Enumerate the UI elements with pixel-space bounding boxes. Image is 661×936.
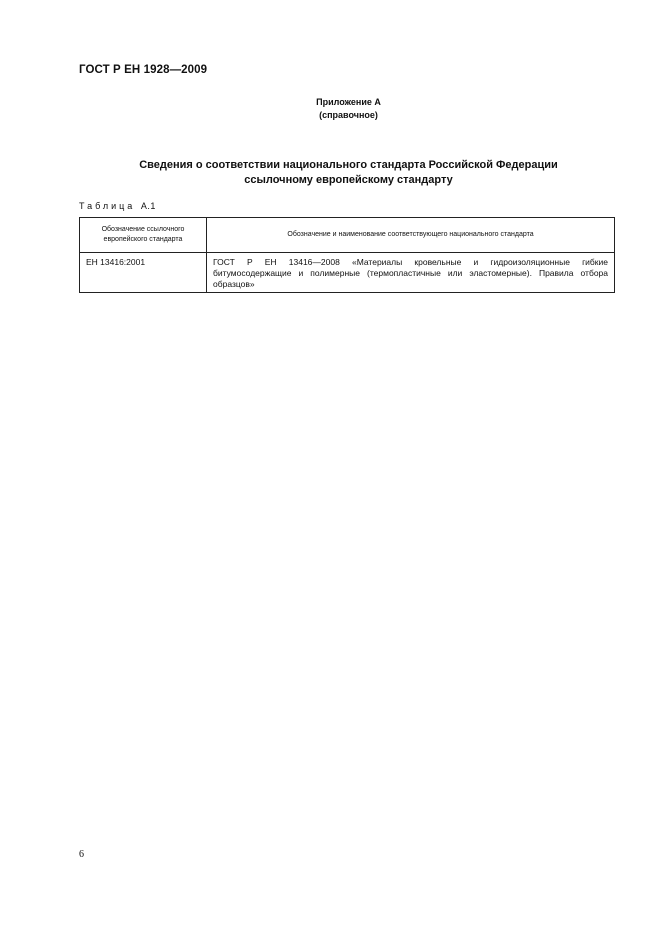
table-caption (79, 201, 156, 211)
cell-reference-standard: ЕН 13416:2001 (80, 253, 207, 293)
section-title-line-1: Сведения о соответствии национального стандарта Российской Федерации (139, 159, 558, 171)
column-header-reference-standard: Обозначение ссылочного европейского стандарта (80, 218, 207, 253)
table-header-row (80, 218, 615, 253)
document-header-standard-id: ГОСТ Р ЕН 1928—2009 (79, 64, 208, 76)
column-header-national-standard: Обозначение и наименование соответствующего национального стандарта (207, 218, 615, 253)
standards-correspondence-table (79, 217, 615, 293)
appendix-heading (0, 96, 661, 122)
table-caption-number: А.1 (140, 201, 156, 211)
table-caption-label: Таблица (79, 201, 136, 211)
section-title (0, 158, 661, 188)
appendix-title: Приложение А (316, 97, 381, 107)
section-title-line-2: ссылочному европейскому стандарту (244, 174, 453, 186)
page-number: 6 (79, 849, 84, 860)
cell-national-standard: ГОСТ Р ЕН 13416—2008 «Материалы кровельные и гидроизоляционные гибкие битумосодержащие и полимерные (термопластичные или эластомерные). Правила отбора образцов» (207, 253, 615, 293)
appendix-status: (справочное) (319, 110, 378, 120)
table-row (80, 253, 615, 293)
